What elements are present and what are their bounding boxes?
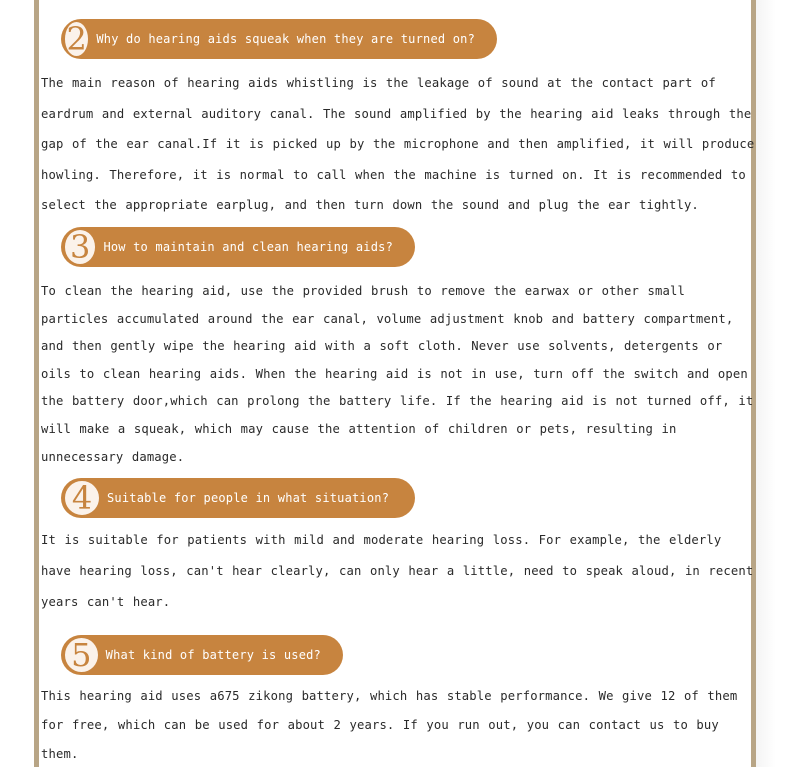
question-banner [61, 635, 343, 675]
number-badge-icon: 4 [63, 479, 101, 517]
question-banner [61, 19, 497, 59]
question-banner [61, 478, 415, 518]
question-title: Why do hearing aids squeak when they are turned on? [96, 32, 475, 46]
question-title: How to maintain and clean hearing aids? [103, 240, 393, 254]
number-badge-icon: 3 [63, 228, 97, 266]
answer-text: This hearing aid uses a675 zikong battery, which has stable performance. We give 12 of them for free, which can be used for about 2 years. If you run out, you can contact us to buy them. [41, 689, 738, 761]
answer-text: It is suitable for patients with mild and moderate hearing loss. For example, the elderly have hearing loss, can't hear clearly, can only hear a little, need to speak aloud, in recent years can't hear. [41, 533, 754, 609]
number-badge-icon: 2 [63, 20, 90, 58]
answer-text: To clean the hearing aid, use the provided brush to remove the earwax or other small particles accumulated around the ear canal, volume adjustment knob and battery compartment, and then gently wipe the hearing aid with a soft cloth. Never use solvents, detergents or oils to clean hearing aids. When the hearing aid is not in use, turn off the switch and open the battery door,which can prolong the battery life. If the hearing aid is not turned off, it will make a squeak, which may cause the attention of children or pets, resulting in unnecessary damage. [41, 284, 754, 464]
answer-text: The main reason of hearing aids whistling is the leakage of sound at the contact part of eardrum and external auditory canal. The sound amplified by the hearing aid leaks through the gap of the ear canal.If it is picked up by the microphone and then amplified, it will produce howling. Therefore, it is normal to call when the machine is turned on. It is recommended to select the appropriate earplug, and then turn down the sound and plug the ear tightly. [41, 76, 755, 212]
page-edge-shadow [756, 0, 776, 767]
number-badge-icon: 5 [63, 636, 100, 674]
faq-page [34, 0, 756, 767]
question-banner [61, 227, 415, 267]
question-title: What kind of battery is used? [105, 648, 321, 662]
question-title: Suitable for people in what situation? [107, 491, 390, 505]
